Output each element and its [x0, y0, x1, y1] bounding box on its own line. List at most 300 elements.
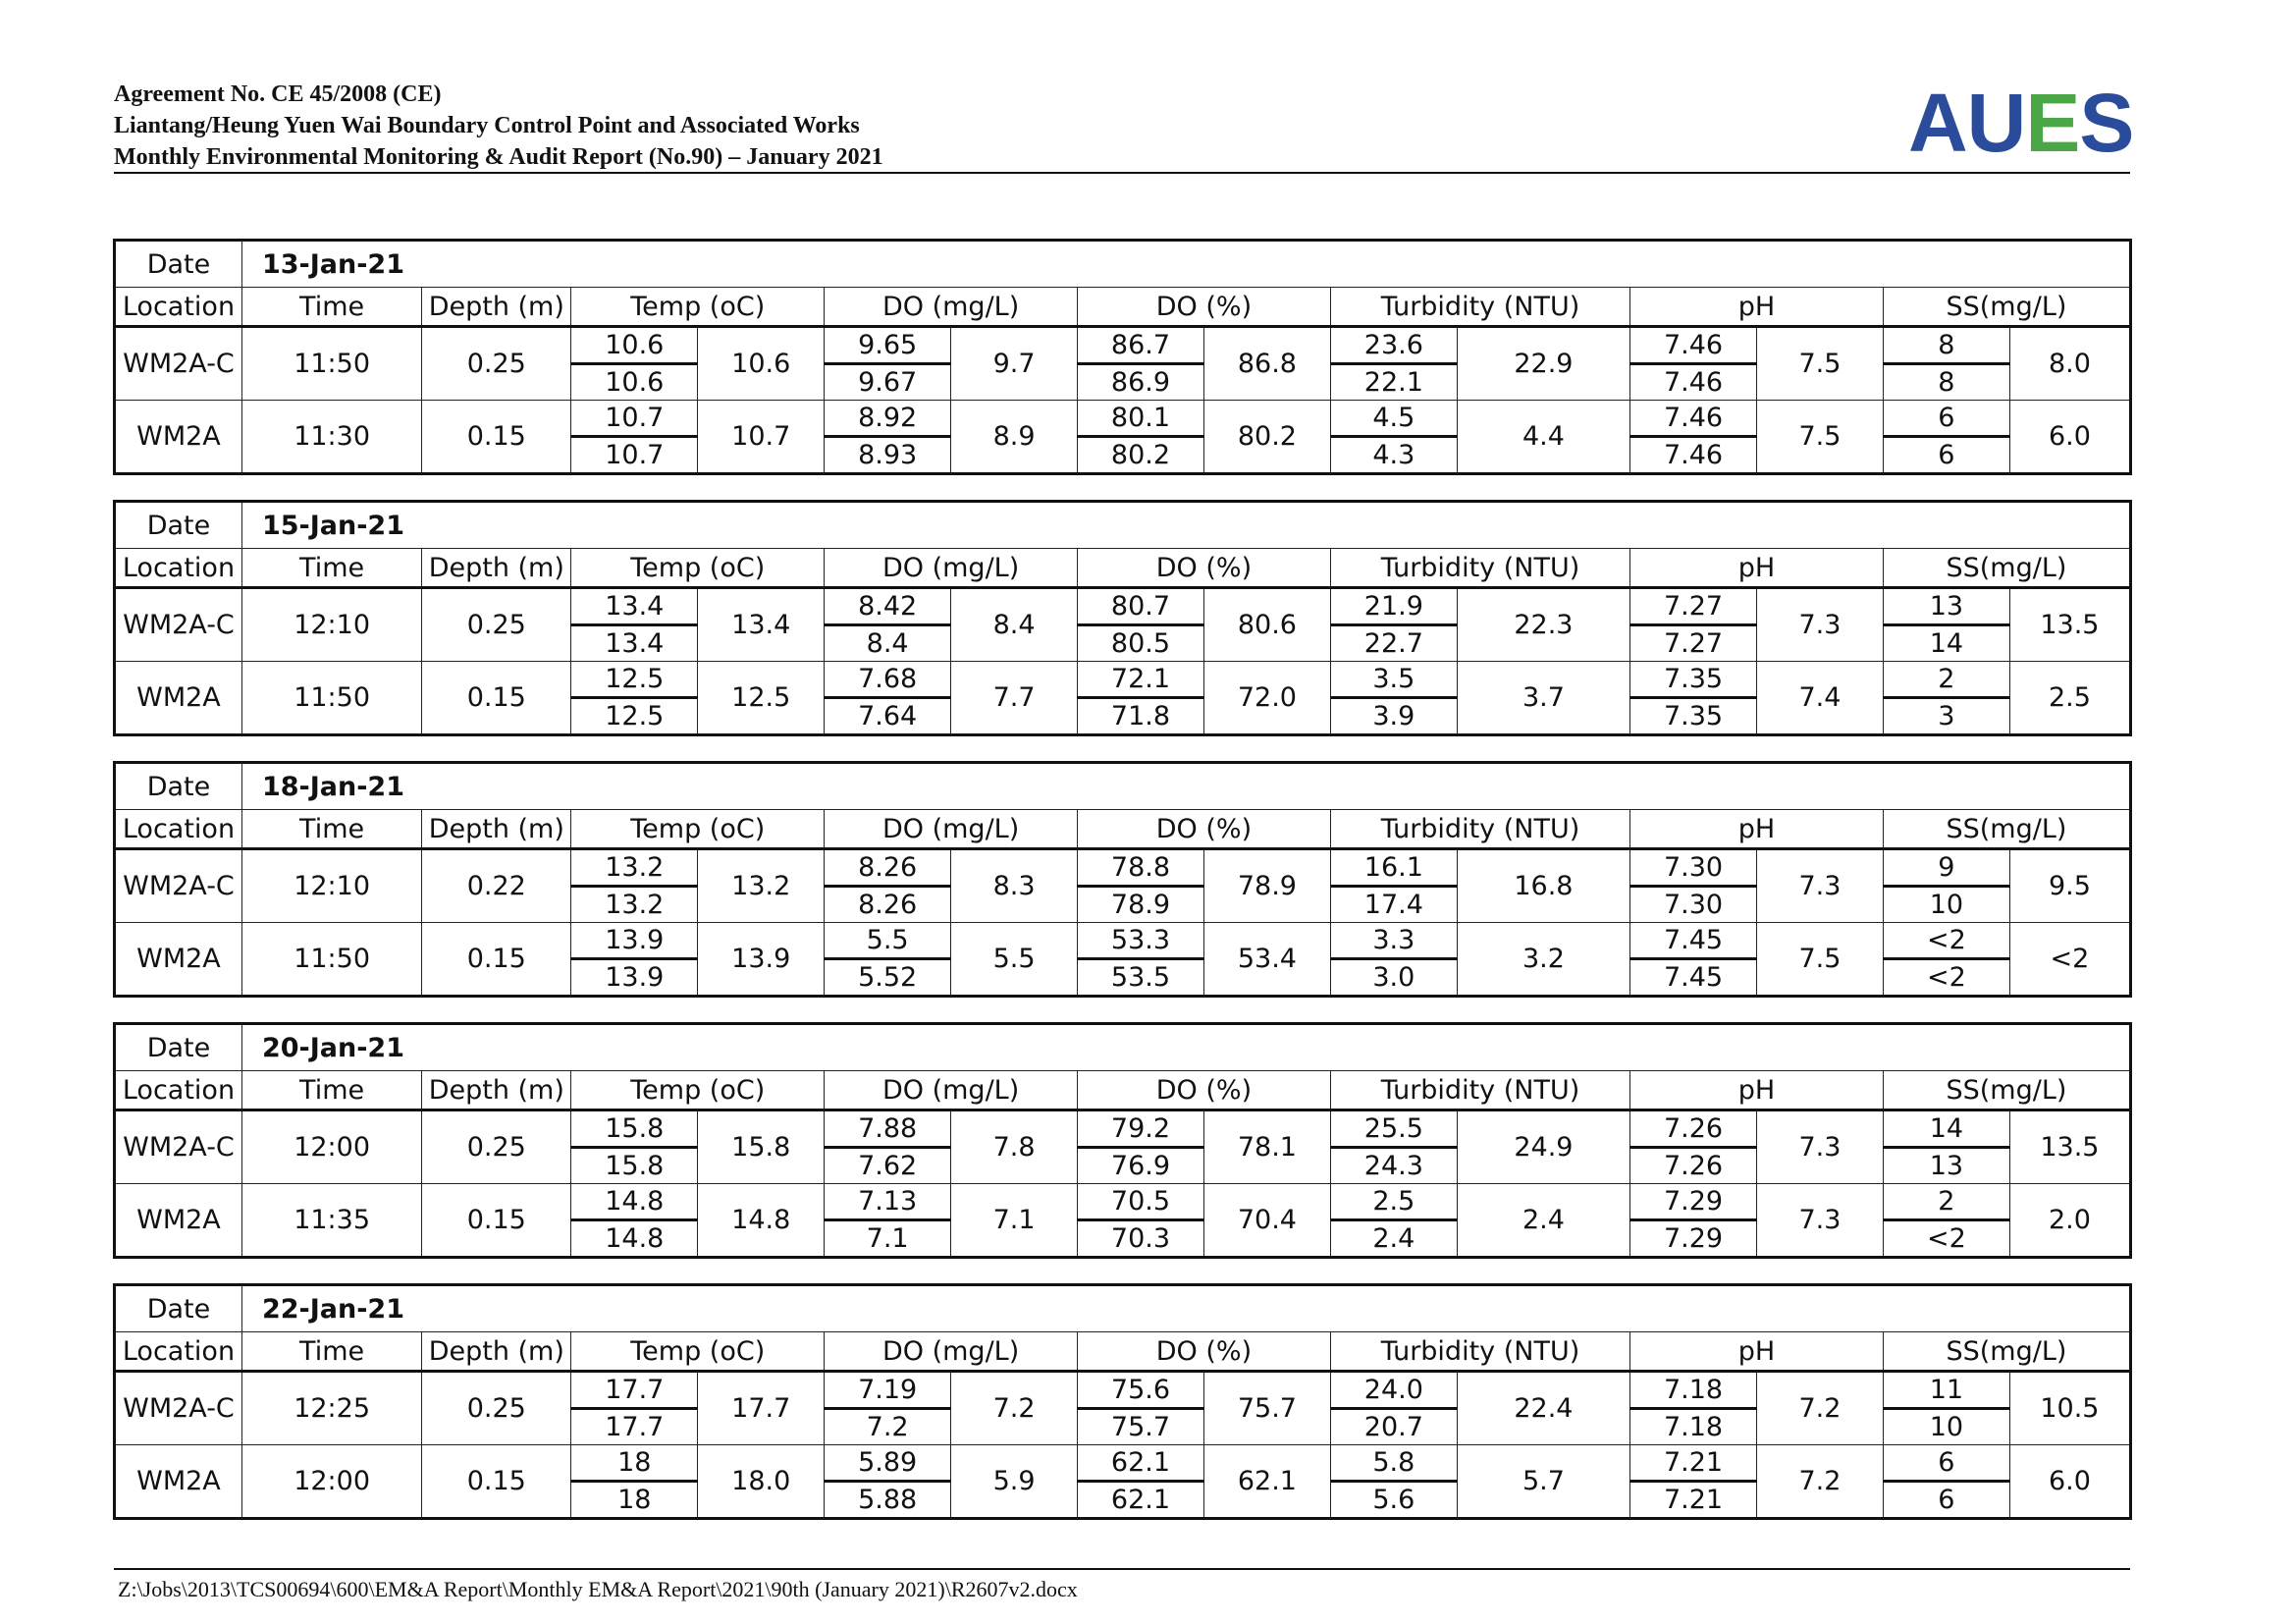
ss-header: SS(mg/L) [1883, 1071, 2130, 1110]
do-mgl-header: DO (mg/L) [825, 549, 1078, 588]
ss-header: SS(mg/L) [1883, 288, 2130, 327]
temp-average: 17.7 [698, 1372, 825, 1445]
turbidity-average: 24.9 [1457, 1110, 1629, 1184]
do-mgl-reading-2: 8.93 [825, 437, 951, 474]
turbidity-header: Turbidity (NTU) [1330, 288, 1629, 327]
ss-reading-2: 10 [1883, 887, 2009, 923]
temp-reading-2: 13.9 [571, 959, 698, 997]
temp-reading-2: 13.2 [571, 887, 698, 923]
depth-header: Depth (m) [422, 810, 571, 849]
depth-cell: 0.25 [422, 1110, 571, 1184]
date-value: 22-Jan-21 [241, 1285, 2130, 1332]
temp-average: 10.7 [698, 401, 825, 474]
ss-average: 13.5 [2009, 588, 2130, 662]
do-mgl-reading-2: 7.1 [825, 1220, 951, 1258]
column-header-row [115, 1071, 2131, 1110]
monitoring-table [113, 239, 2132, 475]
depth-cell: 0.25 [422, 1372, 571, 1445]
date-row [115, 1024, 2131, 1071]
project-title: Liantang/Heung Yuen Wai Boundary Control Point and Associated Works [114, 113, 860, 138]
ph-average: 7.2 [1756, 1445, 1883, 1519]
do-mgl-reading-1: 7.88 [825, 1110, 951, 1148]
do-pct-reading-1: 62.1 [1078, 1445, 1204, 1482]
location-cell: WM2A-C [115, 1372, 242, 1445]
date-label: Date [115, 1024, 242, 1071]
do-pct-reading-2: 75.7 [1078, 1409, 1204, 1445]
ss-reading-1: 13 [1883, 588, 2009, 625]
location-header: Location [115, 549, 242, 588]
turbidity-reading-2: 20.7 [1330, 1409, 1457, 1445]
ph-reading-1: 7.45 [1630, 923, 1757, 959]
ph-reading-2: 7.35 [1630, 698, 1757, 735]
do-mgl-reading-2: 7.2 [825, 1409, 951, 1445]
do-mgl-average: 7.7 [951, 662, 1078, 735]
ss-average: 13.5 [2009, 1110, 2130, 1184]
do-mgl-header: DO (mg/L) [825, 288, 1078, 327]
temp-average: 15.8 [698, 1110, 825, 1184]
do-mgl-average: 7.8 [951, 1110, 1078, 1184]
ph-reading-2: 7.45 [1630, 959, 1757, 997]
ph-reading-1: 7.29 [1630, 1184, 1757, 1220]
time-cell: 11:50 [241, 327, 421, 401]
do-mgl-reading-2: 7.62 [825, 1148, 951, 1184]
do-pct-header: DO (%) [1078, 1332, 1331, 1372]
column-header-row [115, 810, 2131, 849]
temp-average: 13.9 [698, 923, 825, 997]
location-cell: WM2A-C [115, 588, 242, 662]
do-pct-header: DO (%) [1078, 1071, 1331, 1110]
ph-reading-1: 7.18 [1630, 1372, 1757, 1409]
location-cell: WM2A [115, 401, 242, 474]
time-cell: 11:35 [241, 1184, 421, 1258]
location-header: Location [115, 810, 242, 849]
do-pct-reading-2: 76.9 [1078, 1148, 1204, 1184]
turbidity-average: 3.7 [1457, 662, 1629, 735]
date-label: Date [115, 763, 242, 810]
do-pct-average: 86.8 [1203, 327, 1330, 401]
ph-reading-2: 7.46 [1630, 364, 1757, 401]
column-header-row [115, 549, 2131, 588]
do-mgl-reading-1: 8.42 [825, 588, 951, 625]
ss-reading-2: 6 [1883, 437, 2009, 474]
ss-average: 8.0 [2009, 327, 2130, 401]
time-header: Time [241, 810, 421, 849]
turbidity-reading-1: 24.0 [1330, 1372, 1457, 1409]
footer-divider [114, 1568, 2130, 1570]
table-row [115, 1445, 2131, 1482]
do-mgl-reading-1: 5.5 [825, 923, 951, 959]
do-mgl-average: 9.7 [951, 327, 1078, 401]
ss-average: 2.0 [2009, 1184, 2130, 1258]
ss-reading-1: 8 [1883, 327, 2009, 364]
depth-header: Depth (m) [422, 1071, 571, 1110]
table-row [115, 923, 2131, 959]
temp-reading-2: 10.6 [571, 364, 698, 401]
time-cell: 12:10 [241, 588, 421, 662]
turbidity-average: 16.8 [1457, 849, 1629, 923]
ss-average: <2 [2009, 923, 2130, 997]
ph-reading-2: 7.27 [1630, 625, 1757, 662]
do-mgl-average: 5.9 [951, 1445, 1078, 1519]
ph-average: 7.3 [1756, 1110, 1883, 1184]
ss-reading-1: 11 [1883, 1372, 2009, 1409]
do-mgl-header: DO (mg/L) [825, 1332, 1078, 1372]
do-mgl-reading-1: 7.19 [825, 1372, 951, 1409]
turbidity-reading-2: 3.0 [1330, 959, 1457, 997]
date-row [115, 763, 2131, 810]
ss-reading-2: 3 [1883, 698, 2009, 735]
turbidity-average: 22.4 [1457, 1372, 1629, 1445]
do-pct-reading-1: 86.7 [1078, 327, 1204, 364]
do-mgl-reading-2: 7.64 [825, 698, 951, 735]
do-pct-reading-1: 80.7 [1078, 588, 1204, 625]
temp-reading-2: 17.7 [571, 1409, 698, 1445]
turbidity-average: 5.7 [1457, 1445, 1629, 1519]
date-label: Date [115, 1285, 242, 1332]
turbidity-reading-1: 2.5 [1330, 1184, 1457, 1220]
temp-reading-1: 12.5 [571, 662, 698, 698]
ss-reading-2: <2 [1883, 1220, 2009, 1258]
ss-average: 9.5 [2009, 849, 2130, 923]
column-header-row [115, 288, 2131, 327]
turbidity-header: Turbidity (NTU) [1330, 1332, 1629, 1372]
temp-reading-2: 15.8 [571, 1148, 698, 1184]
do-mgl-average: 8.3 [951, 849, 1078, 923]
temp-reading-1: 17.7 [571, 1372, 698, 1409]
depth-cell: 0.15 [422, 1445, 571, 1519]
do-pct-average: 78.1 [1203, 1110, 1330, 1184]
depth-cell: 0.15 [422, 401, 571, 474]
ss-header: SS(mg/L) [1883, 810, 2130, 849]
do-pct-reading-1: 79.2 [1078, 1110, 1204, 1148]
date-row [115, 502, 2131, 549]
do-mgl-reading-1: 8.92 [825, 401, 951, 437]
time-cell: 11:30 [241, 401, 421, 474]
time-header: Time [241, 1332, 421, 1372]
temp-average: 13.2 [698, 849, 825, 923]
do-pct-average: 62.1 [1203, 1445, 1330, 1519]
do-mgl-average: 7.2 [951, 1372, 1078, 1445]
ph-reading-2: 7.18 [1630, 1409, 1757, 1445]
temp-average: 14.8 [698, 1184, 825, 1258]
ph-average: 7.5 [1756, 327, 1883, 401]
temp-header: Temp (oC) [571, 810, 825, 849]
time-cell: 12:25 [241, 1372, 421, 1445]
turbidity-average: 2.4 [1457, 1184, 1629, 1258]
temp-average: 12.5 [698, 662, 825, 735]
aues-logo [1908, 79, 2133, 167]
location-header: Location [115, 288, 242, 327]
ph-reading-1: 7.21 [1630, 1445, 1757, 1482]
ss-average: 10.5 [2009, 1372, 2130, 1445]
location-cell: WM2A-C [115, 1110, 242, 1184]
ss-reading-1: 2 [1883, 662, 2009, 698]
turbidity-reading-1: 4.5 [1330, 401, 1457, 437]
ss-average: 6.0 [2009, 1445, 2130, 1519]
turbidity-header: Turbidity (NTU) [1330, 1071, 1629, 1110]
temp-header: Temp (oC) [571, 549, 825, 588]
ph-average: 7.2 [1756, 1372, 1883, 1445]
ss-reading-2: 8 [1883, 364, 2009, 401]
do-pct-average: 78.9 [1203, 849, 1330, 923]
do-pct-header: DO (%) [1078, 549, 1331, 588]
turbidity-reading-2: 3.9 [1330, 698, 1457, 735]
ph-average: 7.3 [1756, 849, 1883, 923]
turbidity-reading-1: 21.9 [1330, 588, 1457, 625]
do-pct-average: 80.6 [1203, 588, 1330, 662]
depth-header: Depth (m) [422, 549, 571, 588]
ph-header: pH [1630, 288, 1884, 327]
ss-reading-2: 6 [1883, 1482, 2009, 1519]
location-cell: WM2A-C [115, 849, 242, 923]
ph-reading-1: 7.46 [1630, 401, 1757, 437]
temp-header: Temp (oC) [571, 1071, 825, 1110]
turbidity-reading-1: 5.8 [1330, 1445, 1457, 1482]
ph-reading-2: 7.46 [1630, 437, 1757, 474]
ss-reading-1: 6 [1883, 401, 2009, 437]
turbidity-reading-1: 25.5 [1330, 1110, 1457, 1148]
depth-cell: 0.15 [422, 662, 571, 735]
date-label: Date [115, 502, 242, 549]
do-pct-header: DO (%) [1078, 288, 1331, 327]
do-pct-reading-1: 53.3 [1078, 923, 1204, 959]
turbidity-reading-1: 3.3 [1330, 923, 1457, 959]
do-mgl-average: 8.9 [951, 401, 1078, 474]
report-title: Monthly Environmental Monitoring & Audit Report (No.90) – January 2021 [114, 144, 883, 170]
do-pct-reading-2: 80.5 [1078, 625, 1204, 662]
turbidity-average: 22.9 [1457, 327, 1629, 401]
column-header-row [115, 1332, 2131, 1372]
date-value: 13-Jan-21 [241, 241, 2130, 288]
ss-reading-1: 9 [1883, 849, 2009, 887]
header-divider [114, 172, 2130, 174]
ss-header: SS(mg/L) [1883, 549, 2130, 588]
ph-reading-1: 7.30 [1630, 849, 1757, 887]
temp-header: Temp (oC) [571, 288, 825, 327]
date-row [115, 1285, 2131, 1332]
monitoring-table [113, 1283, 2132, 1520]
do-mgl-reading-2: 8.26 [825, 887, 951, 923]
depth-header: Depth (m) [422, 1332, 571, 1372]
agreement-number: Agreement No. CE 45/2008 (CE) [114, 81, 442, 107]
do-pct-average: 72.0 [1203, 662, 1330, 735]
logo-text-e: E [2025, 77, 2080, 169]
ph-average: 7.3 [1756, 588, 1883, 662]
depth-cell: 0.15 [422, 1184, 571, 1258]
do-pct-average: 75.7 [1203, 1372, 1330, 1445]
time-cell: 11:50 [241, 662, 421, 735]
ph-average: 7.3 [1756, 1184, 1883, 1258]
do-pct-reading-1: 80.1 [1078, 401, 1204, 437]
location-cell: WM2A [115, 1445, 242, 1519]
do-mgl-reading-1: 9.65 [825, 327, 951, 364]
do-pct-reading-2: 78.9 [1078, 887, 1204, 923]
do-pct-header: DO (%) [1078, 810, 1331, 849]
date-value: 15-Jan-21 [241, 502, 2130, 549]
temp-reading-1: 10.7 [571, 401, 698, 437]
date-value: 20-Jan-21 [241, 1024, 2130, 1071]
do-pct-reading-1: 75.6 [1078, 1372, 1204, 1409]
time-header: Time [241, 288, 421, 327]
time-cell: 11:50 [241, 923, 421, 997]
ph-reading-1: 7.26 [1630, 1110, 1757, 1148]
time-header: Time [241, 549, 421, 588]
temp-average: 13.4 [698, 588, 825, 662]
ph-average: 7.5 [1756, 923, 1883, 997]
ss-reading-1: <2 [1883, 923, 2009, 959]
ph-header: pH [1630, 1071, 1884, 1110]
do-pct-average: 53.4 [1203, 923, 1330, 997]
table-row [115, 401, 2131, 437]
temp-reading-2: 12.5 [571, 698, 698, 735]
location-header: Location [115, 1071, 242, 1110]
do-pct-reading-1: 70.5 [1078, 1184, 1204, 1220]
temp-reading-2: 18 [571, 1482, 698, 1519]
turbidity-reading-1: 3.5 [1330, 662, 1457, 698]
monitoring-table [113, 500, 2132, 736]
do-pct-reading-2: 86.9 [1078, 364, 1204, 401]
turbidity-header: Turbidity (NTU) [1330, 810, 1629, 849]
do-mgl-reading-1: 8.26 [825, 849, 951, 887]
location-cell: WM2A [115, 923, 242, 997]
do-pct-average: 70.4 [1203, 1184, 1330, 1258]
do-mgl-reading-2: 5.88 [825, 1482, 951, 1519]
ph-reading-2: 7.21 [1630, 1482, 1757, 1519]
ph-reading-1: 7.46 [1630, 327, 1757, 364]
turbidity-reading-2: 4.3 [1330, 437, 1457, 474]
ph-average: 7.4 [1756, 662, 1883, 735]
temp-reading-1: 18 [571, 1445, 698, 1482]
do-pct-reading-2: 70.3 [1078, 1220, 1204, 1258]
temp-reading-2: 14.8 [571, 1220, 698, 1258]
do-mgl-reading-2: 9.67 [825, 364, 951, 401]
ss-average: 6.0 [2009, 401, 2130, 474]
location-cell: WM2A-C [115, 327, 242, 401]
report-header [114, 79, 2130, 173]
turbidity-header: Turbidity (NTU) [1330, 549, 1629, 588]
ph-header: pH [1630, 1332, 1884, 1372]
ph-reading-2: 7.29 [1630, 1220, 1757, 1258]
turbidity-average: 4.4 [1457, 401, 1629, 474]
do-mgl-header: DO (mg/L) [825, 1071, 1078, 1110]
date-row [115, 241, 2131, 288]
table-row [115, 327, 2131, 364]
do-mgl-reading-1: 7.68 [825, 662, 951, 698]
turbidity-reading-2: 22.1 [1330, 364, 1457, 401]
time-cell: 12:10 [241, 849, 421, 923]
time-cell: 12:00 [241, 1110, 421, 1184]
table-row [115, 849, 2131, 887]
ph-reading-1: 7.27 [1630, 588, 1757, 625]
ph-header: pH [1630, 810, 1884, 849]
turbidity-reading-2: 17.4 [1330, 887, 1457, 923]
ph-reading-2: 7.26 [1630, 1148, 1757, 1184]
do-mgl-average: 8.4 [951, 588, 1078, 662]
file-path: Z:\Jobs\2013\TCS00694\600\EM&A Report\Monthly EM&A Report\2021\90th (January 2021)\R2607v2.docx [118, 1577, 1078, 1601]
do-pct-reading-2: 80.2 [1078, 437, 1204, 474]
do-pct-reading-2: 53.5 [1078, 959, 1204, 997]
turbidity-reading-1: 16.1 [1330, 849, 1457, 887]
monitoring-table [113, 761, 2132, 998]
temp-average: 10.6 [698, 327, 825, 401]
do-pct-reading-1: 78.8 [1078, 849, 1204, 887]
temp-reading-1: 13.2 [571, 849, 698, 887]
location-cell: WM2A [115, 662, 242, 735]
depth-cell: 0.25 [422, 588, 571, 662]
ss-average: 2.5 [2009, 662, 2130, 735]
ss-reading-2: 13 [1883, 1148, 2009, 1184]
monitoring-table [113, 1022, 2132, 1259]
table-row [115, 1184, 2131, 1220]
ph-reading-2: 7.30 [1630, 887, 1757, 923]
ss-reading-2: 10 [1883, 1409, 2009, 1445]
location-header: Location [115, 1332, 242, 1372]
do-pct-reading-2: 62.1 [1078, 1482, 1204, 1519]
temp-reading-1: 14.8 [571, 1184, 698, 1220]
location-cell: WM2A [115, 1184, 242, 1258]
table-row [115, 662, 2131, 698]
do-mgl-reading-1: 5.89 [825, 1445, 951, 1482]
do-mgl-reading-1: 7.13 [825, 1184, 951, 1220]
ph-reading-1: 7.35 [1630, 662, 1757, 698]
do-pct-average: 80.2 [1203, 401, 1330, 474]
do-mgl-header: DO (mg/L) [825, 810, 1078, 849]
table-row [115, 1372, 2131, 1409]
ss-reading-1: 6 [1883, 1445, 2009, 1482]
do-mgl-average: 5.5 [951, 923, 1078, 997]
temp-average: 18.0 [698, 1445, 825, 1519]
do-mgl-reading-2: 8.4 [825, 625, 951, 662]
turbidity-reading-1: 23.6 [1330, 327, 1457, 364]
logo-text-au: AU [1908, 77, 2026, 169]
turbidity-average: 3.2 [1457, 923, 1629, 997]
turbidity-reading-2: 2.4 [1330, 1220, 1457, 1258]
temp-reading-1: 10.6 [571, 327, 698, 364]
do-pct-reading-2: 71.8 [1078, 698, 1204, 735]
temp-reading-1: 15.8 [571, 1110, 698, 1148]
ss-reading-1: 14 [1883, 1110, 2009, 1148]
temp-reading-1: 13.4 [571, 588, 698, 625]
turbidity-reading-2: 5.6 [1330, 1482, 1457, 1519]
ph-average: 7.5 [1756, 401, 1883, 474]
temp-reading-2: 13.4 [571, 625, 698, 662]
table-row [115, 588, 2131, 625]
temp-reading-1: 13.9 [571, 923, 698, 959]
ss-header: SS(mg/L) [1883, 1332, 2130, 1372]
do-mgl-average: 7.1 [951, 1184, 1078, 1258]
turbidity-average: 22.3 [1457, 588, 1629, 662]
temp-header: Temp (oC) [571, 1332, 825, 1372]
ss-reading-1: 2 [1883, 1184, 2009, 1220]
date-value: 18-Jan-21 [241, 763, 2130, 810]
ph-header: pH [1630, 549, 1884, 588]
ss-reading-2: <2 [1883, 959, 2009, 997]
depth-cell: 0.15 [422, 923, 571, 997]
temp-reading-2: 10.7 [571, 437, 698, 474]
logo-text-s: S [2079, 77, 2134, 169]
do-mgl-reading-2: 5.52 [825, 959, 951, 997]
time-header: Time [241, 1071, 421, 1110]
ss-reading-2: 14 [1883, 625, 2009, 662]
turbidity-reading-2: 24.3 [1330, 1148, 1457, 1184]
table-row [115, 1110, 2131, 1148]
do-pct-reading-1: 72.1 [1078, 662, 1204, 698]
date-label: Date [115, 241, 242, 288]
depth-cell: 0.22 [422, 849, 571, 923]
turbidity-reading-2: 22.7 [1330, 625, 1457, 662]
time-cell: 12:00 [241, 1445, 421, 1519]
depth-header: Depth (m) [422, 288, 571, 327]
